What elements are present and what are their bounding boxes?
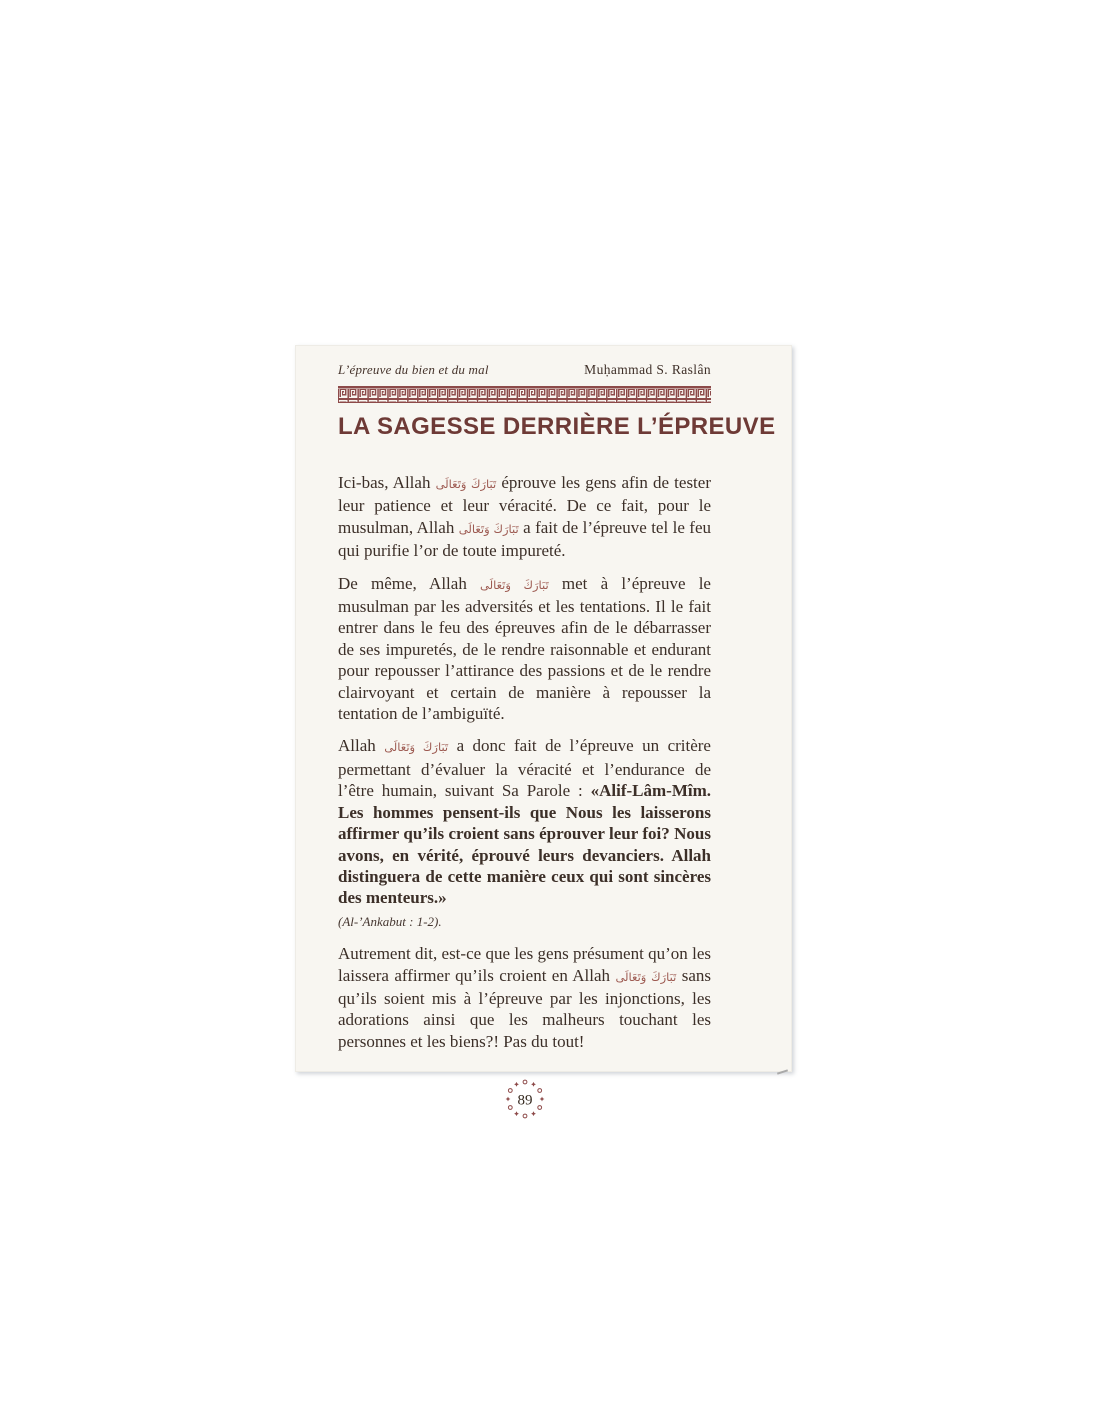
paragraph-text: Ici-bas, Allah — [338, 473, 436, 492]
paragraph-text: Autrement dit, est-ce que les gens présument qu’on les laissera affirmer qu’ils croient en Allah — [338, 944, 711, 985]
author-name: Muḥammad S. Raslân — [584, 362, 711, 377]
page-footer — [338, 1076, 711, 1122]
quran-quote: «Alif-Lâm-Mîm. Les hommes pensent-ils que Nous les laisserons affirmer qu’ils croient sans éprouver leur foi? Nous avons, en vérité, éprouvé leurs devanciers. Allah distinguera de cette manière ceux qui sont sincères des menteurs.» — [338, 781, 711, 908]
book-page — [295, 345, 792, 1109]
honorific-arabic: تَبَارَكَ وَتَعَالَى — [458, 521, 519, 536]
paragraph-text: sans qu’ils soient mis à l’épreuve par les injonctions, les adorations ainsi que les malheurs touchant les personnes et les biens?! Pas du tout! — [338, 965, 711, 1051]
body-text — [338, 472, 711, 1052]
honorific-arabic: تَبَارَكَ وَتَعَالَى — [480, 577, 549, 592]
paragraph-3 — [338, 735, 711, 932]
greek-key-border — [338, 386, 711, 403]
paragraph-text: met à l’épreuve le musulman par les adversités et les tentations. Il le fait entrer dans le feu des épreuves afin de le débarrasser de ses impuretés, de le rendre raisonnable et endurant pour repousser l’attirance des passions et de le rendre clairvoyant et certain de manière à repousser la tentation de l’ambiguïté. — [338, 573, 711, 724]
paragraph-text: éprouve les gens afin de tester leur patience et leur véracité. De ce fait, pour le musulman, Allah — [338, 473, 711, 537]
quote-citation: (Al-’Ankabut : 1-2). — [338, 913, 442, 929]
paragraph-4 — [338, 943, 711, 1052]
honorific-arabic: تَبَارَكَ وَتَعَالَى — [435, 477, 497, 491]
page-content — [296, 346, 791, 1109]
page-number: 89 — [517, 1092, 532, 1109]
honorific-arabic: تَبَارَكَ وَتَعَالَى — [615, 969, 677, 984]
paragraph-text: a donc fait de l’épreuve un critère permettant d’évaluer la véracité et l’endurance de l’être humain, suivant Sa Parole : — [338, 736, 711, 801]
paragraph-text: Allah — [338, 736, 385, 756]
paragraph-text: a fait de l’épreuve tel le feu qui purifie l’or de toute impureté. — [338, 517, 711, 561]
honorific-arabic: تَبَارَكَ وَتَعَالَى — [384, 740, 449, 755]
running-header — [338, 362, 711, 378]
book-title: L’épreuve du bien et du mal — [338, 362, 489, 377]
page-number-ornament — [502, 1076, 548, 1122]
paragraph-1 — [338, 472, 711, 562]
paragraph-text: De même, Allah — [338, 573, 481, 593]
chapter-title: LA SAGESSE DERRIÈRE L’ÉPREUVE — [338, 413, 776, 440]
paragraph-2 — [338, 573, 711, 725]
